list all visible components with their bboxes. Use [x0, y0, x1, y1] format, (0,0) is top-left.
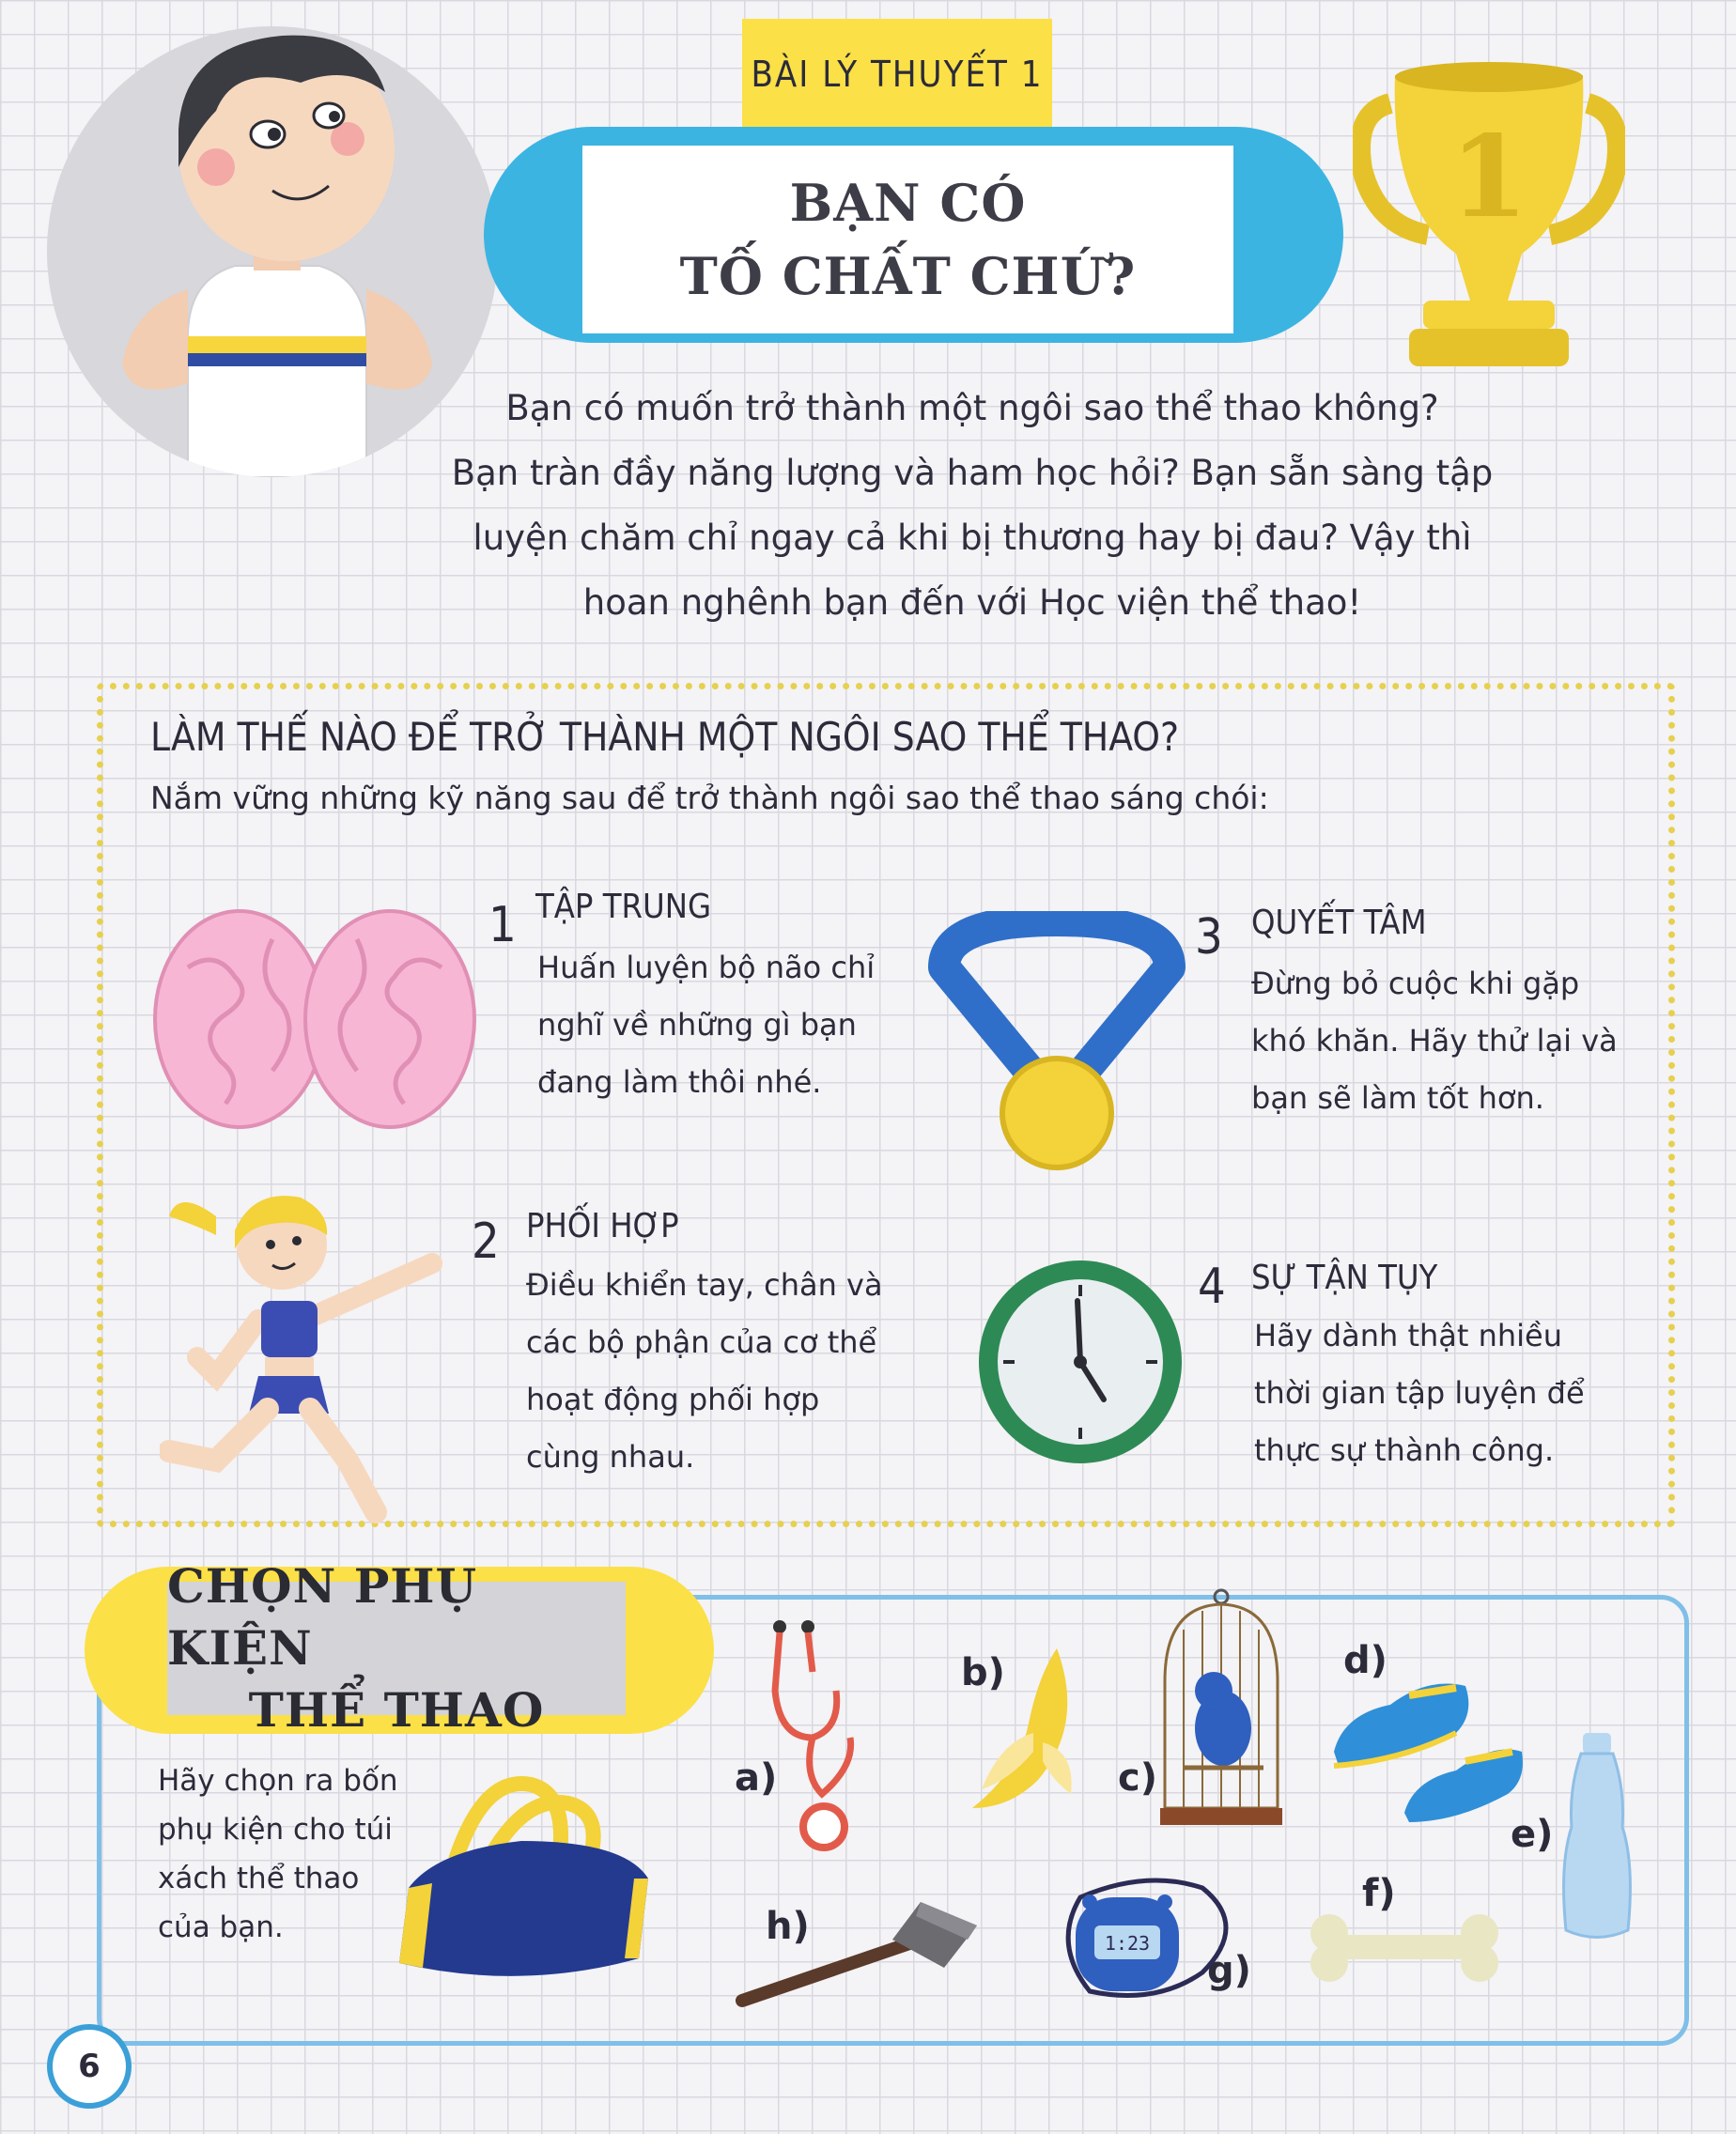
- skill-number-4: 4: [1198, 1259, 1226, 1315]
- skill-heading-4: SỰ TẬN TỤY: [1251, 1259, 1438, 1297]
- skill-heading-2: PHỐI HỢP: [526, 1207, 679, 1245]
- trophy-number: 1: [1449, 111, 1528, 243]
- skill-number-1: 1: [488, 897, 517, 953]
- skill-line: Huấn luyện bộ não chỉ: [537, 950, 876, 985]
- skill-number-2: 2: [472, 1214, 500, 1270]
- skill-number-3: 3: [1195, 909, 1223, 966]
- runner-girl-icon: [160, 1179, 460, 1530]
- label-d: d): [1343, 1639, 1387, 1682]
- skill-line: Đừng bỏ cuộc khi gặp: [1251, 966, 1580, 1001]
- clock-icon: [972, 1254, 1188, 1474]
- instruction-line: Hãy chọn ra bốn: [158, 1764, 398, 1798]
- axe-icon[interactable]: [733, 1897, 986, 2014]
- stethoscope-icon[interactable]: [766, 1616, 869, 1863]
- stopwatch-icon[interactable]: [1052, 1869, 1249, 2014]
- label-h: h): [766, 1905, 810, 1948]
- brain-icon: [150, 902, 479, 1140]
- label-a: a): [735, 1756, 778, 1800]
- skill-text-4: [1254, 1307, 1585, 1479]
- birdcage-icon[interactable]: [1155, 1587, 1287, 1835]
- skill-line: cùng nhau.: [526, 1439, 695, 1475]
- intro-paragraph: [413, 376, 1531, 635]
- instruction-line: phụ kiện cho túi: [158, 1813, 393, 1847]
- title-line-1: BẠN CÓ: [789, 173, 1027, 233]
- lesson-tag: [742, 19, 1052, 130]
- page-number: 6: [47, 2024, 132, 2109]
- skill-text-3: [1251, 955, 1618, 1127]
- label-f: f): [1362, 1872, 1396, 1915]
- intro-line: Bạn có muốn trở thành một ngôi sao thể thao không?: [505, 388, 1439, 428]
- page-title: [578, 141, 1238, 338]
- water-bottle-icon[interactable]: [1555, 1733, 1639, 1948]
- trophy-icon: [1353, 56, 1625, 385]
- accessories-title-line-2: THỂ THAO: [248, 1682, 545, 1738]
- bone-icon[interactable]: [1301, 1907, 1508, 1995]
- skills-subtitle: Nắm vững những kỹ năng sau để trở thành ngôi sao thể thao sáng chói:: [150, 780, 1269, 816]
- skill-text-2: [526, 1257, 883, 1486]
- sports-shoes-icon[interactable]: [1325, 1639, 1531, 1831]
- skill-line: các bộ phận của cơ thể: [526, 1324, 877, 1360]
- skill-line: thời gian tập luyện để: [1254, 1375, 1585, 1411]
- skill-heading-1: TẬP TRUNG: [535, 888, 712, 926]
- intro-line: Bạn tràn đầy năng lượng và ham học hỏi? Bạn sẵn sàng tập: [451, 453, 1494, 493]
- label-b: b): [961, 1651, 1005, 1694]
- label-c: c): [1118, 1756, 1157, 1800]
- skill-line: khó khăn. Hãy thử lại và: [1251, 1023, 1618, 1059]
- skill-line: Điều khiển tay, chân và: [526, 1267, 883, 1303]
- label-g: g): [1207, 1949, 1251, 1992]
- accessories-title-line-1: CHỌN PHỤ KIỆN: [167, 1558, 478, 1676]
- instruction-line: của bạn.: [158, 1910, 284, 1944]
- skill-line: thực sự thành công.: [1254, 1432, 1555, 1468]
- skill-line: nghĩ về những gì bạn: [537, 1007, 857, 1043]
- instruction-line: xách thể thao: [158, 1862, 360, 1895]
- lesson-tag-label: BÀI LÝ THUYẾT 1: [751, 54, 1044, 95]
- sports-bag-icon: [380, 1766, 662, 1995]
- skill-line: hoạt động phối hợp: [526, 1382, 820, 1417]
- intro-line: luyện chăm chỉ ngay cả khi bị thương hay bị đau? Vậy thì: [473, 518, 1472, 558]
- skill-line: đang làm thôi nhé.: [537, 1064, 822, 1100]
- banana-icon[interactable]: [963, 1639, 1085, 1821]
- intro-line: hoan nghênh bạn đến với Học viện thể thao!: [582, 582, 1362, 623]
- skill-text-1: [537, 939, 875, 1111]
- skill-line: Hãy dành thật nhiều: [1254, 1318, 1563, 1353]
- medal-icon: [925, 911, 1188, 1178]
- label-e: e): [1511, 1813, 1554, 1856]
- accessories-title: [167, 1558, 626, 1738]
- skills-title: LÀM THẾ NÀO ĐỂ TRỞ THÀNH MỘT NGÔI SAO THỂ THAO?: [150, 714, 1180, 760]
- skill-line: bạn sẽ làm tốt hơn.: [1251, 1080, 1544, 1116]
- title-line-2: TỐ CHẤT CHỨ?: [679, 246, 1137, 306]
- skill-heading-3: QUYẾT TÂM: [1251, 904, 1427, 942]
- stopwatch-display: 1:23: [1104, 1932, 1151, 1955]
